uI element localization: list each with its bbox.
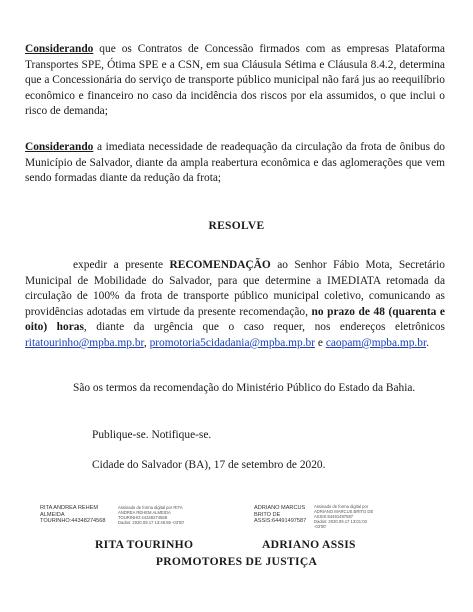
signature-left-digital-stamp: Assinado de forma digital por RITA ANDREA REHEM ALMEIDA TOURINHO:44348274568 Dados: 2020.09.17 13:46:59 -03'00' [118,505,185,525]
recommendation-label: RECOMENDAÇÃO [169,259,271,271]
publish-notice: Publique-se. Notifique-se. [92,429,212,441]
date-line: Cidade do Salvador (BA), 17 de setembro de 2020. [92,459,326,471]
paragraph-text: a imediata necessidade de readequação da circulação da frota de ônibus do Município de Salvador, diante da ampla reabertura econômica e das aglomerações que vem sendo formadas diante da redução da frota; [25,141,445,185]
email-link-caopam[interactable]: caopam@mpba.mp.br [325,336,427,349]
paragraph-recommendation: expedir a presente RECOMENDAÇÃO ao Senhor Fábio Mota, Secretário Municipal de Mobilidade do Salvador, para que determine a IMEDIATA retomada da circulação de 100% da frota de transporte público municipal coletivo, comunicando as providências adotadas em virtude da presente recomendação, no prazo de 48 (quarenta e oito) horas, diante da urgência que o caso requer, nos endereços eletrônicos ritatourinho@mpba.mp.br, promotoria5cidadania@mpba.mp.br e caopam@mpba.mp.br. [25,259,446,349]
signer-name-left: RITA TOURINHO [95,538,194,551]
considerando-label: Considerando [25,43,94,55]
considerando-label: Considerando [25,141,94,153]
signature-right-name-block: ADRIANO MARCUS BRITO DE ASSIS:64491497587 [254,505,307,525]
signer-name-right: ADRIANO ASSIS [262,538,356,551]
paragraph-considerando-1 [25,42,445,120]
email-link-rita[interactable]: ritatourinho@mpba.mp.br [25,336,144,349]
paragraph-closing-terms: São os termos da recomendação do Ministério Público do Estado da Bahia. [73,382,416,394]
signature-right-digital-stamp: Assinado de forma digital por ADRIANO MARCUS BRITO DE ASSIS:64491497587 Dados: 2020.09.17 13:01:03 -03'00' [314,504,374,529]
resolve-heading: RESOLVE [208,220,265,232]
paragraph-considerando-2 [25,140,445,187]
paragraph-text: que os Contratos de Concessão firmados com as empresas Plataforma Transportes SPE, Ótima SPE e a CSN, em sua Cláusula Sétima e Cláusula 8.4.2, determina que a Concessionária do serviço de transporte público municipal não fará jus ao reequilíbrio econômico e financeiro no caso da incidência dos riscos por ela assumidos, o que inclui o risco de demanda; [25,43,445,118]
signature-left-name-block: RITA ANDREA REHEM ALMEIDA TOURINHO:44348274568 [40,505,106,525]
deadline-text: no prazo de 48 (quarenta e oito) horas [25,305,445,334]
email-link-promotoria[interactable]: promotoria5cidadania@mpba.mp.br [149,336,316,349]
signers-title: PROMOTORES DE JUSTIÇA [155,555,318,568]
